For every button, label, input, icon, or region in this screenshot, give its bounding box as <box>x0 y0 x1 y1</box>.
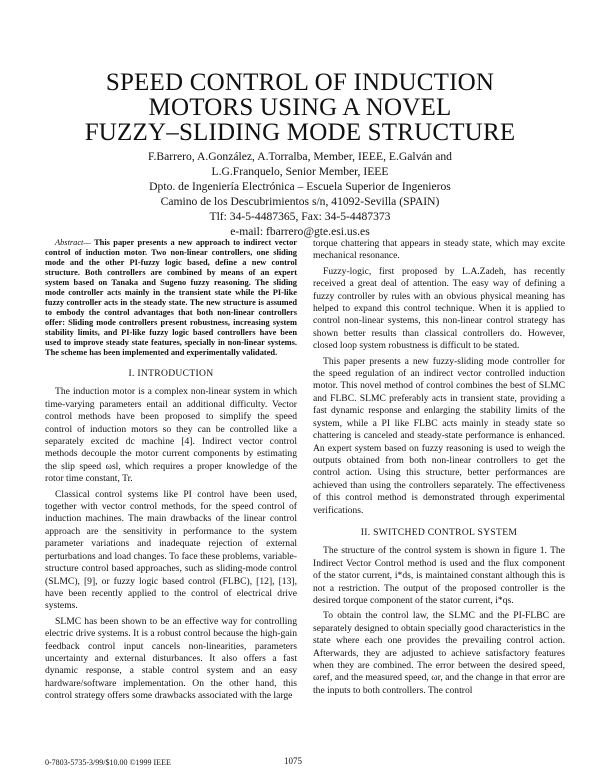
author-email: e-mail: fbarrero@gte.esi.us.es <box>230 225 370 238</box>
paragraph: Fuzzy-logic, first proposed by L.A.Zadeh, has recently received a great deal of attention. The easy way of defining a fuzzy controller by rules with an obvious physical meaning has helped to expand this control technique. When it is applied to control non-linear systems, this non-linear control strategy has shown better results than classical controllers do. However, closed loop system robustness is difficult to be stated. <box>313 265 565 352</box>
author-names-2: L.G.Franquelo, Senior Member, IEEE <box>211 165 389 178</box>
author-block <box>40 149 560 239</box>
left-column <box>45 238 297 706</box>
title-line-1: SPEED CONTROL OF INDUCTION <box>105 69 495 96</box>
author-phone: Tlf: 34-5-4487365, Fax: 34-5-4487373 <box>209 210 391 223</box>
paragraph: Classical control systems like PI control have been used, together with vector control methods, for the speed control of induction machines. The main drawbacks of the linear control approach are the sensitivity in performance to the system parameter variations and inadequate rejection of external perturbations and load changes. To face these problems, variable-structure control based approaches, such as sliding-mode control (SLMC), [9], or fuzzy logic based control (FLBC), [12], [13], have been recently applied to the control of electrical drive systems. <box>45 488 297 612</box>
right-column <box>313 238 565 700</box>
abstract <box>45 238 297 358</box>
paper-title <box>40 70 560 145</box>
paragraph: The structure of the control system is shown in figure 1. The Indirect Vector Control method is used and the flux component of the stator current, i*ds, is maintained constant although this is not a restriction. The output of the proposed controller is the desired torque component of the stator current, i*qs. <box>313 545 565 606</box>
paragraph: To obtain the control law, the SLMC and the PI-FLBC are separately designed to obtain specially good characteristics in the state where each one provides the prevailing control action. Afterwards, they are adjusted to achieve satisfactory features when they are combined. The error between the desired speed, ωref, and the measured speed, ωr, and the change in that error are the inputs to both controllers. The control <box>313 610 565 696</box>
paragraph: This paper presents a new fuzzy-sliding mode controller for the speed regulation of an indirect vector controlled induction motor. This novel method of control combines the best of SLMC and FLBC. SLMC preferably acts in transient state, providing a fast dynamic response and enlarging the stability limits of the system, while a PI like FLBC acts mainly in steady state so chattering is canceled and steady-state performance is enhanced. An expert system based on fuzzy reasoning is used to weigh the outputs obtained from both non-linear controllers to get the control action. Using this structure, better performances are achieved than using the controllers separately. The effectiveness of this control method is demonstrated through experimental verifications. <box>313 355 565 516</box>
paragraph: torque chattering that appears in steady state, which may excite mechanical resonance. <box>313 238 565 262</box>
paragraph: SLMC has been shown to be an effective way for controlling electric drive systems. It is a robust control because the high-gain feedback control input cancels non-linearities, parameters uncertainty and external disturbances. It also offers a fast dynamic response, a stable control system and an easy hardware/software implementation. On the other hand, this control strategy offers some drawbacks associated with the large <box>45 615 297 702</box>
title-line-2: MOTORS USING A NOVEL <box>148 94 452 121</box>
author-names-1: F.Barrero, A.González, A.Torralba, Member, IEEE, E.Galván and <box>148 150 452 163</box>
title-line-3: FUZZY–SLIDING MODE STRUCTURE <box>84 119 516 146</box>
paragraph: The induction motor is a complex non-linear system in which time-varying parameters entail an additional difficulty. Vector control methods have been proposed to simplify the speed control of induction motors so they can be controlled like a separately excited dc machine [4]. Indirect vector control methods decouple the motor current components by estimating the slip speed ωsl, which requires a proper knowledge of the rotor time constant, Tr. <box>45 386 297 485</box>
abstract-label: Abstract— <box>55 238 91 247</box>
copyright-footer: 0-7803-5735-3/99/$10.00 ©1999 IEEE <box>45 758 171 767</box>
section-heading-switched-control: II. SWITCHED CONTROL SYSTEM <box>360 526 518 538</box>
author-affiliation: Dpto. de Ingeniería Electrónica – Escuela Superior de Ingenieros <box>149 180 451 193</box>
page-number: 1075 <box>284 756 302 766</box>
author-address: Camino de los Descubrimientos s/n, 41092-Sevilla (SPAIN) <box>160 195 440 208</box>
abstract-text: This paper presents a new approach to indirect vector control of induction motor. Two non-linear controllers, one sliding mode and the other PI-fuzzy logic based, define a new control structure. Both controllers are combined by means of an expert system based on Tanaka and Sugeno fuzzy reasoning. The sliding mode controller acts mainly in the transient state while the PI-like fuzzy controller acts in the steady state. The new structure is assumed to embody the control advantages that both non-linear controllers offer: Sliding mode controllers present robustness, increasing system stability limits, and PI-like fuzzy logic based controllers have been used to improve steady state features, specially in non-linear systems. The scheme has been implemented and experimentally validated. <box>45 238 297 357</box>
section-heading-introduction: I. INTRODUCTION <box>128 368 214 379</box>
